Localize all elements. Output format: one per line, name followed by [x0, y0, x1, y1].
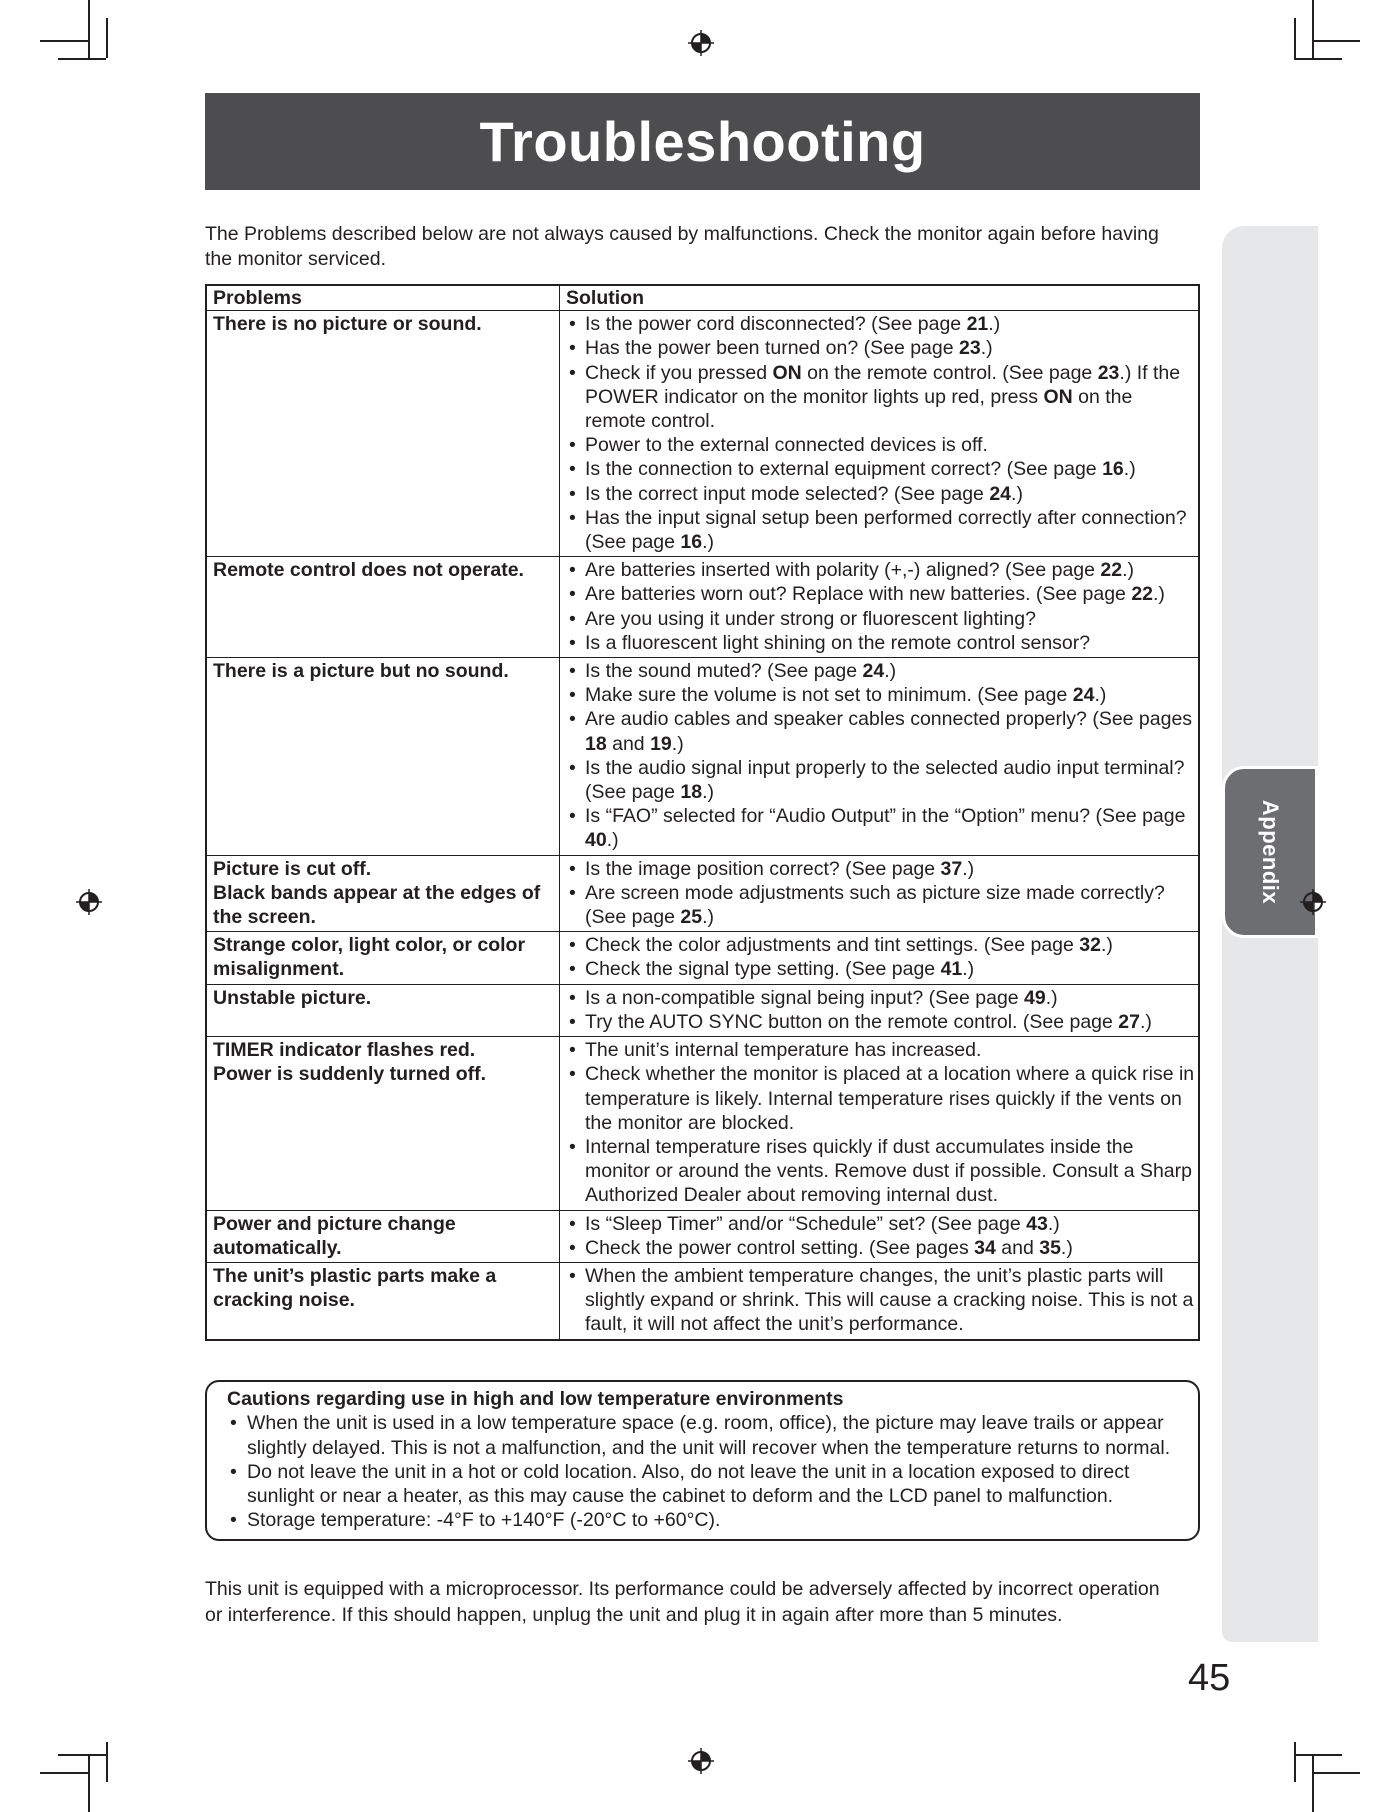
page-reference: 49	[1024, 986, 1046, 1009]
crop-mark	[58, 58, 106, 60]
solution-text: .)	[884, 660, 897, 683]
table-header-row	[206, 285, 1199, 311]
registration-mark-icon	[688, 30, 714, 56]
solution-item	[566, 707, 1196, 755]
solution-list	[566, 1038, 1196, 1207]
solution-list	[566, 857, 1196, 930]
registration-mark-icon	[1300, 889, 1326, 915]
problem-cell	[206, 311, 560, 557]
crop-mark	[1312, 1772, 1360, 1774]
solution-text: .)	[1011, 482, 1023, 505]
problem-text: There is a picture but no sound.	[213, 660, 509, 683]
table-row	[206, 1037, 1199, 1210]
solution-item	[566, 804, 1196, 852]
page-reference: 35	[1039, 1236, 1061, 1259]
problem-cell	[206, 932, 560, 984]
solution-text: .) If the POWER indicator on the monitor lights up red, press	[585, 361, 1181, 408]
caution-list	[207, 1411, 1198, 1532]
solution-item	[566, 312, 1196, 336]
solution-text: Check the color adjustments and tint settings. (See page	[585, 934, 1080, 957]
solution-item	[566, 933, 1196, 957]
page-reference: 32	[1079, 934, 1101, 957]
crop-mark	[1312, 0, 1314, 58]
footer-note: This unit is equipped with a microprocessor. Its performance could be adversely affected by incorrect operation or interference. If this should happen, unplug the unit and plug it in again after more than 5 minutes.	[205, 1578, 1160, 1626]
solution-text: Are you using it under strong or fluorescent lighting?	[585, 607, 1036, 630]
solution-item	[566, 482, 1196, 506]
solution-text: Are batteries inserted with polarity (+,-) aligned? (See page	[585, 559, 1101, 582]
solution-cell	[560, 311, 1200, 557]
intro-text: The Problems described below are not always caused by malfunctions. Check the monitor again before having the monitor serviced.	[205, 223, 1159, 270]
solution-text: .)	[1094, 684, 1107, 707]
page-reference: 23	[959, 337, 981, 360]
solution-item	[566, 986, 1196, 1010]
solution-cell	[560, 1262, 1200, 1339]
page-reference: 24	[862, 660, 885, 683]
page-reference: 18	[585, 732, 607, 755]
solution-text: Power to the external connected devices is off.	[585, 434, 988, 457]
solution-text: .)	[1060, 1236, 1073, 1259]
solution-text: Is the audio signal input properly to the selected audio input terminal? (See page	[585, 756, 1185, 804]
table-body	[206, 311, 1199, 1340]
registration-mark-icon	[76, 889, 102, 915]
crop-mark	[58, 1754, 106, 1756]
solution-text: Check the signal type setting. (See page	[585, 958, 941, 981]
solution-item	[566, 631, 1196, 655]
solution-item	[566, 457, 1196, 481]
solution-item	[566, 607, 1196, 631]
solution-cell	[560, 557, 1200, 658]
problem-cell	[206, 1210, 560, 1262]
problem-text: Power is suddenly turned off.	[213, 1063, 487, 1086]
solution-text: Make sure the volume is not set to minimum. (See page	[585, 684, 1073, 707]
solution-item	[566, 683, 1196, 707]
page-reference: 21	[966, 313, 989, 336]
solution-item	[566, 1135, 1196, 1208]
crop-mark	[106, 18, 108, 58]
solution-item	[566, 336, 1196, 360]
page-title: Troubleshooting	[479, 110, 926, 173]
page-reference: 23	[1097, 361, 1120, 384]
page-reference: 16	[1102, 458, 1124, 481]
page-number: 45	[1188, 1657, 1231, 1699]
page-reference: ON	[1043, 385, 1073, 408]
solution-text: Is a fluorescent light shining on the remote control sensor?	[585, 631, 1091, 654]
crop-mark	[40, 1772, 88, 1774]
solution-text: Is the connection to external equipment correct? (See page	[585, 458, 1103, 481]
solution-text: Is the image position correct? (See page	[585, 857, 941, 880]
solution-text: Try the AUTO SYNC button on the remote control. (See page	[585, 1010, 1119, 1033]
problem-text: There is no picture or sound.	[213, 313, 482, 336]
solution-item	[566, 506, 1196, 554]
appendix-tab-label: Appendix	[1258, 799, 1283, 905]
table-row	[206, 1262, 1199, 1339]
crop-mark	[40, 40, 88, 42]
page-reference: 19	[650, 732, 672, 755]
table-row	[206, 855, 1199, 932]
solution-text: .)	[1139, 1010, 1152, 1033]
solution-text: .)	[962, 857, 975, 880]
page-reference: 41	[940, 958, 963, 981]
solution-text: .)	[702, 781, 715, 804]
solution-cell	[560, 932, 1200, 984]
caution-heading: Cautions regarding use in high and low temperature environments	[227, 1388, 844, 1410]
crop-mark	[1294, 1754, 1342, 1756]
header-problems: Problems	[206, 285, 560, 311]
solution-list	[566, 1212, 1196, 1260]
solution-cell	[560, 1210, 1200, 1262]
page-reference: ON	[772, 361, 802, 384]
solution-item	[566, 361, 1196, 434]
solution-item	[566, 1010, 1196, 1034]
troubleshooting-table	[205, 284, 1200, 1341]
solution-text: .)	[702, 531, 715, 554]
problem-cell	[206, 855, 560, 932]
solution-cell	[560, 855, 1200, 932]
solution-item	[566, 433, 1196, 457]
solution-text: .)	[606, 829, 619, 852]
solution-cell	[560, 1037, 1200, 1210]
page-reference: 25	[680, 906, 703, 929]
page-reference: 27	[1118, 1010, 1140, 1033]
table-row	[206, 557, 1199, 658]
page-reference: 34	[974, 1236, 996, 1259]
caution-item: • Storage temperature: -4°F to +140°F (-20°C to +60°C).	[207, 1508, 1198, 1532]
page-reference: 16	[680, 531, 703, 554]
solution-text: and	[995, 1236, 1040, 1259]
table-row	[206, 932, 1199, 984]
solution-list	[566, 659, 1196, 853]
table-row	[206, 984, 1199, 1036]
solution-item	[566, 1062, 1196, 1135]
solution-text: .)	[988, 313, 1001, 336]
solution-text: Are screen mode adjustments such as picture size made correctly? (See page	[585, 881, 1165, 929]
solution-item	[566, 659, 1196, 683]
solution-text: Check whether the monitor is placed at a location where a quick rise in temperature is likely. Internal temperature rises quickly if the vents on the monitor are blocked.	[585, 1063, 1195, 1134]
solution-text: .)	[962, 958, 975, 981]
solution-item	[566, 756, 1196, 804]
crop-mark	[88, 1754, 90, 1812]
solution-text: and	[606, 732, 651, 755]
solution-text: .)	[702, 906, 715, 929]
solution-text: .)	[1122, 559, 1135, 582]
page-reference: 24	[1072, 684, 1095, 707]
page-reference: 22	[1131, 583, 1154, 606]
solution-text: .)	[1047, 1212, 1060, 1235]
table-row	[206, 1210, 1199, 1262]
solution-text: The unit’s internal temperature has increased.	[585, 1039, 982, 1062]
table-row	[206, 311, 1199, 557]
solution-item	[566, 957, 1196, 981]
solution-item	[566, 1038, 1196, 1062]
solution-item	[566, 582, 1196, 606]
page-reference: 22	[1100, 559, 1123, 582]
page-reference: 40	[585, 829, 607, 852]
solution-text: Check if you pressed	[585, 361, 773, 384]
solution-text: Has the input signal setup been performed correctly after connection? (See page	[585, 506, 1187, 554]
solution-list	[566, 558, 1196, 655]
page-reference: 24	[989, 482, 1012, 505]
page-reference: 37	[940, 857, 963, 880]
solution-list	[566, 986, 1196, 1034]
solution-text: Is the sound muted? (See page	[585, 660, 863, 683]
crop-mark	[106, 1742, 108, 1782]
problem-text: Black bands appear at the edges of the screen.	[213, 881, 541, 929]
solution-text: Are audio cables and speaker cables connected properly? (See pages	[585, 708, 1193, 731]
registration-mark-icon	[688, 1748, 714, 1774]
solution-list	[566, 1264, 1196, 1337]
caution-item: • Do not leave the unit in a hot or cold location. Also, do not leave the unit in a location exposed to direct sunlight or near a heater, as this may cause the cabinet to deform and the LCD panel to malfunction.	[207, 1460, 1198, 1509]
solution-item	[566, 1264, 1196, 1337]
solution-text: Is the correct input mode selected? (See page	[585, 482, 990, 505]
caution-box	[205, 1380, 1200, 1541]
crop-mark	[88, 0, 90, 58]
crop-mark	[1312, 1754, 1314, 1812]
problem-cell	[206, 658, 560, 856]
problem-text: Picture is cut off.	[213, 857, 372, 880]
caution-item: • When the unit is used in a low temperature space (e.g. room, office), the picture may leave trails or appear slightly delayed. This is not a malfunction, and the unit will recover when the temperature returns to normal.	[207, 1411, 1198, 1460]
solution-item	[566, 558, 1196, 582]
header-solution: Solution	[560, 285, 1200, 311]
solution-text: Is “FAO” selected for “Audio Output” in the “Option” menu? (See page	[585, 805, 1186, 828]
problem-cell	[206, 1037, 560, 1210]
solution-text: on the remote control. (See page	[801, 361, 1098, 384]
solution-item	[566, 1236, 1196, 1260]
problem-text: Strange color, light color, or color misalignment.	[213, 934, 526, 981]
crop-mark	[1312, 40, 1360, 42]
solution-cell	[560, 984, 1200, 1036]
page-reference: 18	[680, 781, 703, 804]
solution-text: on the remote control.	[585, 385, 1133, 433]
problem-text: Remote control does not operate.	[213, 559, 524, 582]
solution-text: Internal temperature rises quickly if dust accumulates inside the monitor or around the vents. Remove dust if possible. Consult a Sharp Authorized Dealer about removing internal dust.	[585, 1135, 1192, 1207]
solution-text: Check the power control setting. (See pages	[585, 1236, 975, 1259]
title-banner	[205, 93, 1200, 190]
solution-list	[566, 312, 1196, 554]
solution-text: Is “Sleep Timer” and/or “Schedule” set? (See page	[585, 1212, 1027, 1235]
solution-text: .)	[1045, 986, 1058, 1009]
solution-item	[566, 881, 1196, 929]
page-reference: 43	[1026, 1212, 1048, 1235]
solution-list	[566, 933, 1196, 981]
solution-text: Are batteries worn out? Replace with new batteries. (See page	[585, 583, 1132, 606]
solution-text: .)	[1153, 583, 1165, 606]
solution-text: .)	[1123, 458, 1136, 481]
solution-text: Is a non-compatible signal being input? (See page	[585, 986, 1025, 1009]
table-row	[206, 658, 1199, 856]
solution-text: .)	[671, 732, 684, 755]
solution-text: .)	[980, 337, 993, 360]
problem-cell	[206, 984, 560, 1036]
crop-mark	[1294, 58, 1342, 60]
problem-text: TIMER indicator flashes red.	[213, 1039, 476, 1062]
problem-text: Power and picture change automatically.	[213, 1212, 456, 1259]
solution-text: .)	[1100, 934, 1113, 957]
solution-text: When the ambient temperature changes, the unit’s plastic parts will slightly expand or shrink. This will cause a cracking noise. This is not a fault, it will not affect the unit’s performance.	[585, 1264, 1194, 1336]
solution-item	[566, 857, 1196, 881]
solution-cell	[560, 658, 1200, 856]
crop-mark	[1294, 1742, 1296, 1782]
problem-text: Unstable picture.	[213, 986, 372, 1009]
problem-cell	[206, 1262, 560, 1339]
solution-text: Has the power been turned on? (See page	[585, 337, 960, 360]
solution-item	[566, 1212, 1196, 1236]
solution-text: Is the power cord disconnected? (See page	[585, 313, 967, 336]
problem-text: The unit’s plastic parts make a cracking noise.	[213, 1264, 497, 1312]
crop-mark	[1294, 18, 1296, 58]
problem-cell	[206, 557, 560, 658]
